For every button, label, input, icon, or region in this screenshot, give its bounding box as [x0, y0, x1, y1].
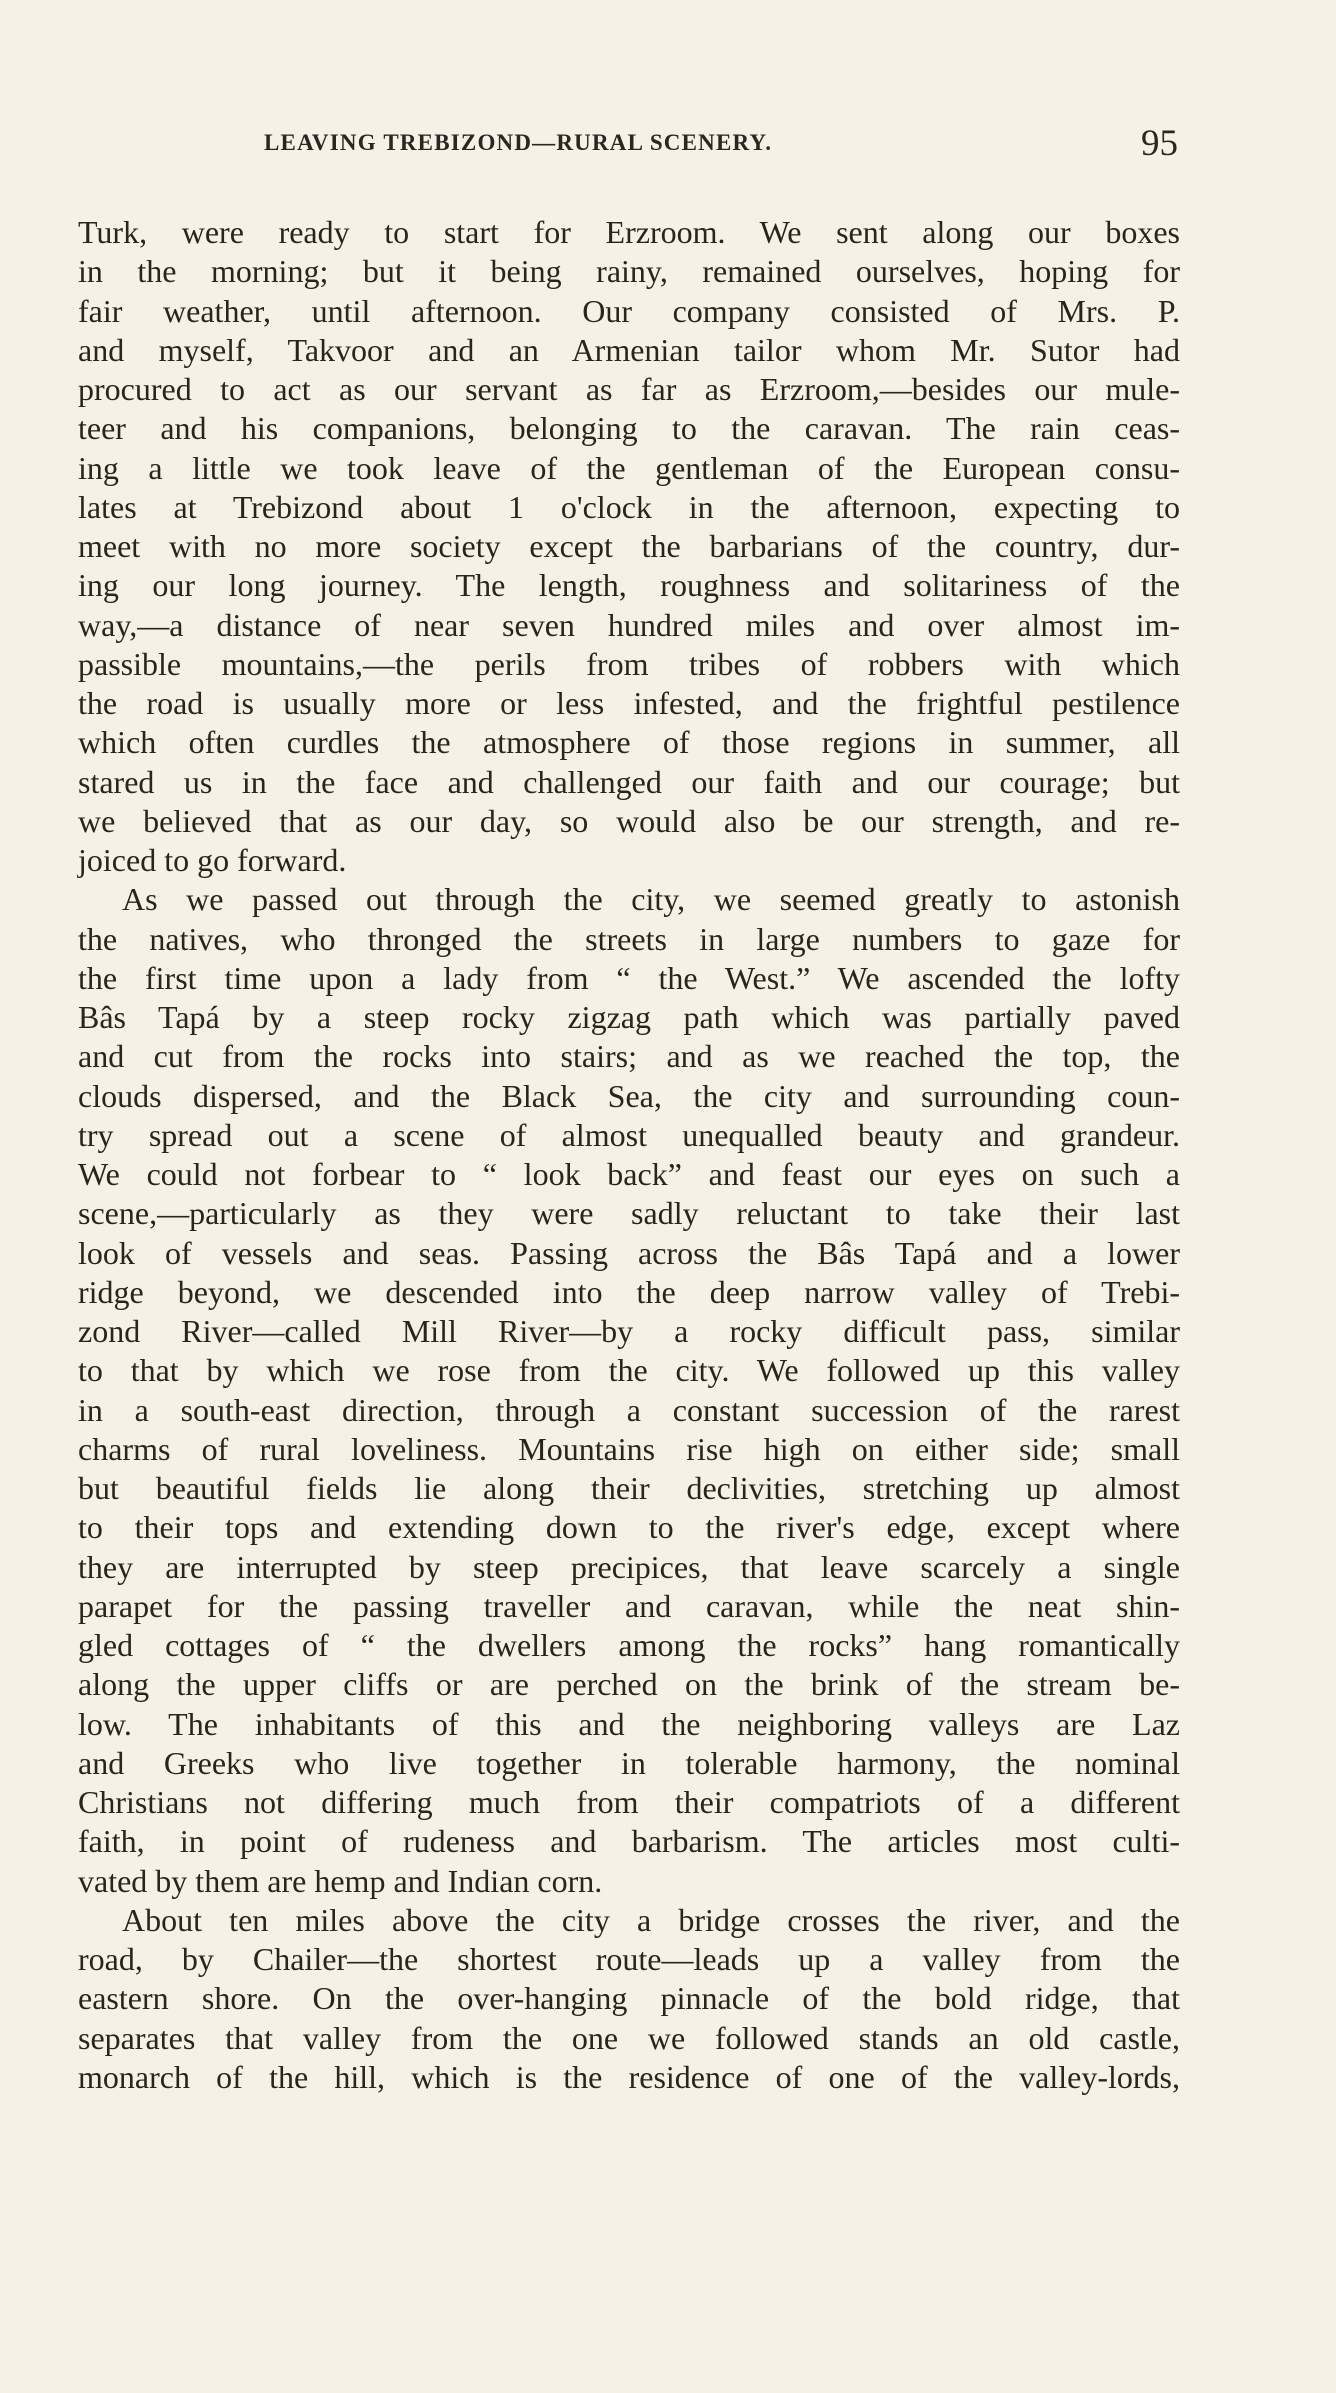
text-line: try spread out a scene of almost unequalled beauty and grandeur. [78, 1116, 1180, 1153]
page-number: 95 [1141, 123, 1178, 164]
text-line: they are interrupted by steep precipices, that leave scarcely a single [78, 1548, 1180, 1585]
text-line: stared us in the face and challenged our faith and our courage; but [78, 763, 1180, 800]
text-line: low. The inhabitants of this and the neighboring valleys are Laz [78, 1705, 1180, 1742]
running-head: LEAVING TREBIZOND—RURAL SCENERY. [264, 130, 773, 155]
body-text [78, 213, 1180, 2097]
text-line: in a south-east direction, through a constant succession of the rarest [78, 1391, 1180, 1428]
text-line: road, by Chailer—the shortest route—leads up a valley from the [78, 1941, 1180, 1977]
text-line: charms of rural loveliness. Mountains rise high on either side; small [78, 1430, 1180, 1467]
text-line: in the morning; but it being rainy, remained ourselves, hoping for [78, 253, 1180, 290]
text-line: separates that valley from the one we followed stands an old castle, [78, 2019, 1180, 2056]
text-line: fair weather, until afternoon. Our company consisted of Mrs. P. [78, 292, 1180, 329]
text-line: Bâs Tapá by a steep rocky zigzag path which was partially paved [78, 999, 1180, 1035]
text-line: joiced to go forward. [78, 842, 347, 878]
text-line: clouds dispersed, and the Black Sea, the city and surrounding coun- [78, 1077, 1180, 1114]
text-line: As we passed out through the city, we seemed greatly to astonish [122, 881, 1180, 918]
text-line: and cut from the rocks into stairs; and as we reached the top, the [78, 1038, 1180, 1075]
text-line: ridge beyond, we descended into the deep narrow valley of Trebi- [78, 1273, 1180, 1310]
text-line: eastern shore. On the over-hanging pinnacle of the bold ridge, that [78, 1980, 1180, 2017]
text-line: procured to act as our servant as far as Erzroom,—besides our mule- [78, 371, 1180, 407]
text-line: to that by which we rose from the city. We followed up this valley [78, 1352, 1180, 1389]
text-line: which often curdles the atmosphere of those regions in summer, all [78, 724, 1180, 761]
text-line: along the upper cliffs or are perched on the brink of the stream be- [78, 1666, 1180, 1703]
text-line: faith, in point of rudeness and barbarism. The articles most culti- [78, 1823, 1180, 1860]
text-line: scene,—particularly as they were sadly reluctant to take their last [78, 1195, 1180, 1232]
text-line: way,—a distance of near seven hundred miles and over almost im- [78, 606, 1180, 643]
text-line: About ten miles above the city a bridge crosses the river, and the [122, 1901, 1180, 1938]
text-line: teer and his companions, belonging to the caravan. The rain ceas- [78, 410, 1180, 447]
text-line: the first time upon a lady from “ the West.” We ascended the lofty [78, 959, 1180, 996]
text-line: We could not forbear to “ look back” and feast our eyes on such a [78, 1156, 1180, 1192]
text-line: monarch of the hill, which is the residence of one of the valley-lords, [78, 2058, 1180, 2095]
text-line: to their tops and extending down to the river's edge, except where [78, 1509, 1180, 1546]
text-line: the natives, who thronged the streets in large numbers to gaze for [78, 920, 1180, 957]
text-line: ing our long journey. The length, roughness and solitariness of the [78, 567, 1180, 604]
text-line: vated by them are hemp and Indian corn. [78, 1862, 603, 1899]
text-line: look of vessels and seas. Passing across the Bâs Tapá and a lower [78, 1234, 1180, 1271]
text-line: Christians not differing much from their compatriots of a different [78, 1784, 1180, 1820]
text-line: Turk, were ready to start for Erzroom. We sent along our boxes [78, 214, 1180, 250]
text-line: we believed that as our day, so would also be our strength, and re- [78, 802, 1180, 839]
text-line: and myself, Takvoor and an Armenian tailor whom Mr. Sutor had [78, 331, 1180, 368]
text-line: parapet for the passing traveller and caravan, while the neat shin- [78, 1587, 1180, 1624]
text-line: gled cottages of “ the dwellers among the rocks” hang romantically [78, 1627, 1180, 1663]
text-line: and Greeks who live together in tolerable harmony, the nominal [78, 1744, 1180, 1781]
text-line: the road is usually more or less infested, and the frightful pestilence [78, 685, 1180, 721]
text-line: meet with no more society except the barbarians of the country, dur- [78, 528, 1180, 564]
text-line: ing a little we took leave of the gentleman of the European consu- [78, 449, 1180, 486]
text-line: but beautiful fields lie along their declivities, stretching up almost [78, 1470, 1180, 1506]
text-line: zond River—called Mill River—by a rocky difficult pass, similar [78, 1313, 1180, 1349]
text-line: lates at Trebizond about 1 o'clock in the afternoon, expecting to [78, 488, 1180, 525]
text-line: passible mountains,—the perils from tribes of robbers with which [78, 645, 1180, 682]
